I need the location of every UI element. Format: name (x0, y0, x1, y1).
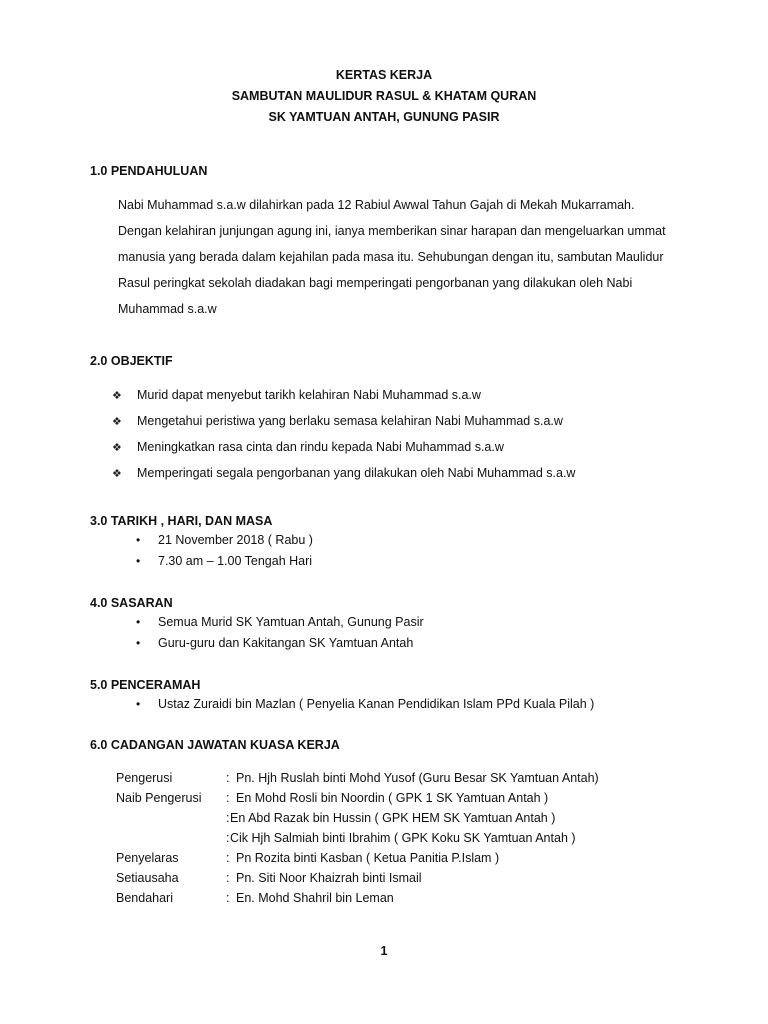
paragraph-line: Dengan kelahiran junjungan agung ini, ianya memberikan sinar harapan dan mengeluarkan ummat (118, 224, 666, 238)
committee-role: Penyelaras (116, 851, 179, 865)
committee-colon: : (226, 811, 230, 825)
bullet-icon: • (136, 554, 141, 568)
objective-text: Meningkatkan rasa cinta dan rindu kepada Nabi Muhammad s.a.w (137, 440, 504, 454)
list-item-text: Semua Murid SK Yamtuan Antah, Gunung Pasir (158, 615, 424, 629)
list-item-text: Ustaz Zuraidi bin Mazlan ( Penyelia Kanan Pendidikan Islam PPd Kuala Pilah ) (158, 697, 595, 711)
list-item-text: Guru-guru dan Kakitangan SK Yamtuan Antah (158, 636, 414, 650)
committee-colon: : (226, 791, 230, 805)
objective-item (112, 440, 504, 454)
list-item (136, 697, 594, 711)
section-heading-objektif: 2.0 OBJEKTIF (90, 354, 173, 368)
diamond-bullet-icon: ❖ (112, 442, 122, 454)
objective-text: Memperingati segala pengorbanan yang dilakukan oleh Nabi Muhammad s.a.w (137, 466, 576, 480)
committee-role: Bendahari (116, 891, 173, 905)
committee-colon: : (226, 851, 230, 865)
committee-member: En Mohd Rosli bin Noordin ( GPK 1 SK Yamtuan Antah ) (236, 791, 549, 805)
list-item (136, 615, 424, 629)
committee-member: Cik Hjh Salmiah binti Ibrahim ( GPK Koku SK Yamtuan Antah ) (230, 831, 576, 845)
committee-colon: : (226, 771, 230, 785)
section-heading-tarikh: 3.0 TARIKH , HARI, DAN MASA (90, 514, 273, 528)
committee-member: En. Mohd Shahril bin Leman (236, 891, 394, 905)
list-item (136, 554, 312, 568)
section-heading-pendahuluan: 1.0 PENDAHULUAN (90, 164, 208, 178)
section-heading-jawatan-kuasa: 6.0 CADANGAN JAWATAN KUASA KERJA (90, 738, 340, 752)
objective-text: Mengetahui peristiwa yang berlaku semasa kelahiran Nabi Muhammad s.a.w (137, 414, 563, 428)
doc-title-line-2: SAMBUTAN MAULIDUR RASUL & KHATAM QURAN (231, 89, 537, 103)
list-item-text: 7.30 am – 1.00 Tengah Hari (158, 554, 313, 568)
diamond-bullet-icon: ❖ (112, 416, 122, 428)
section-heading-penceramah: 5.0 PENCERAMAH (90, 678, 201, 692)
list-item-text: 21 November 2018 ( Rabu ) (158, 533, 313, 547)
bullet-icon: • (136, 615, 141, 629)
committee-colon: : (226, 871, 230, 885)
doc-title-line-3: SK YAMTUAN ANTAH, GUNUNG PASIR (268, 110, 500, 124)
committee-colon: : (226, 831, 230, 845)
doc-title-line-1: KERTAS KERJA (335, 68, 433, 82)
committee-role: Pengerusi (116, 771, 173, 785)
committee-colon: : (226, 891, 230, 905)
committee-member: Pn. Siti Noor Khaizrah binti Ismail (236, 871, 422, 885)
objective-item (112, 466, 575, 480)
paragraph-line: manusia yang berada dalam kejahilan pada masa itu. Sehubungan dengan itu, sambutan Maulidur (118, 250, 664, 264)
objective-item (112, 414, 563, 428)
bullet-icon: • (136, 697, 141, 711)
committee-member: En Abd Razak bin Hussin ( GPK HEM SK Yamtuan Antah ) (230, 811, 556, 825)
committee-member: Pn Rozita binti Kasban ( Ketua Panitia P.Islam ) (236, 851, 500, 865)
page-number: 1 (380, 944, 388, 958)
list-item (136, 533, 313, 547)
paragraph-line: Muhammad s.a.w (118, 302, 217, 316)
committee-role: Setiausaha (116, 871, 179, 885)
diamond-bullet-icon: ❖ (112, 390, 122, 402)
committee-member: Pn. Hjh Ruslah binti Mohd Yusof (Guru Besar SK Yamtuan Antah) (236, 771, 599, 785)
paragraph-line: Rasul peringkat sekolah diadakan bagi memperingati pengorbanan yang dilakukan oleh Nabi (118, 276, 633, 290)
bullet-icon: • (136, 636, 141, 650)
list-item (136, 636, 413, 650)
bullet-icon: • (136, 533, 141, 547)
diamond-bullet-icon: ❖ (112, 468, 122, 480)
section-heading-sasaran: 4.0 SASARAN (90, 596, 173, 610)
committee-role: Naib Pengerusi (116, 791, 202, 805)
objective-item (112, 388, 481, 402)
paragraph-line: Nabi Muhammad s.a.w dilahirkan pada 12 Rabiul Awwal Tahun Gajah di Mekah Mukarramah. (118, 198, 635, 212)
objective-text: Murid dapat menyebut tarikh kelahiran Nabi Muhammad s.a.w (137, 388, 481, 402)
